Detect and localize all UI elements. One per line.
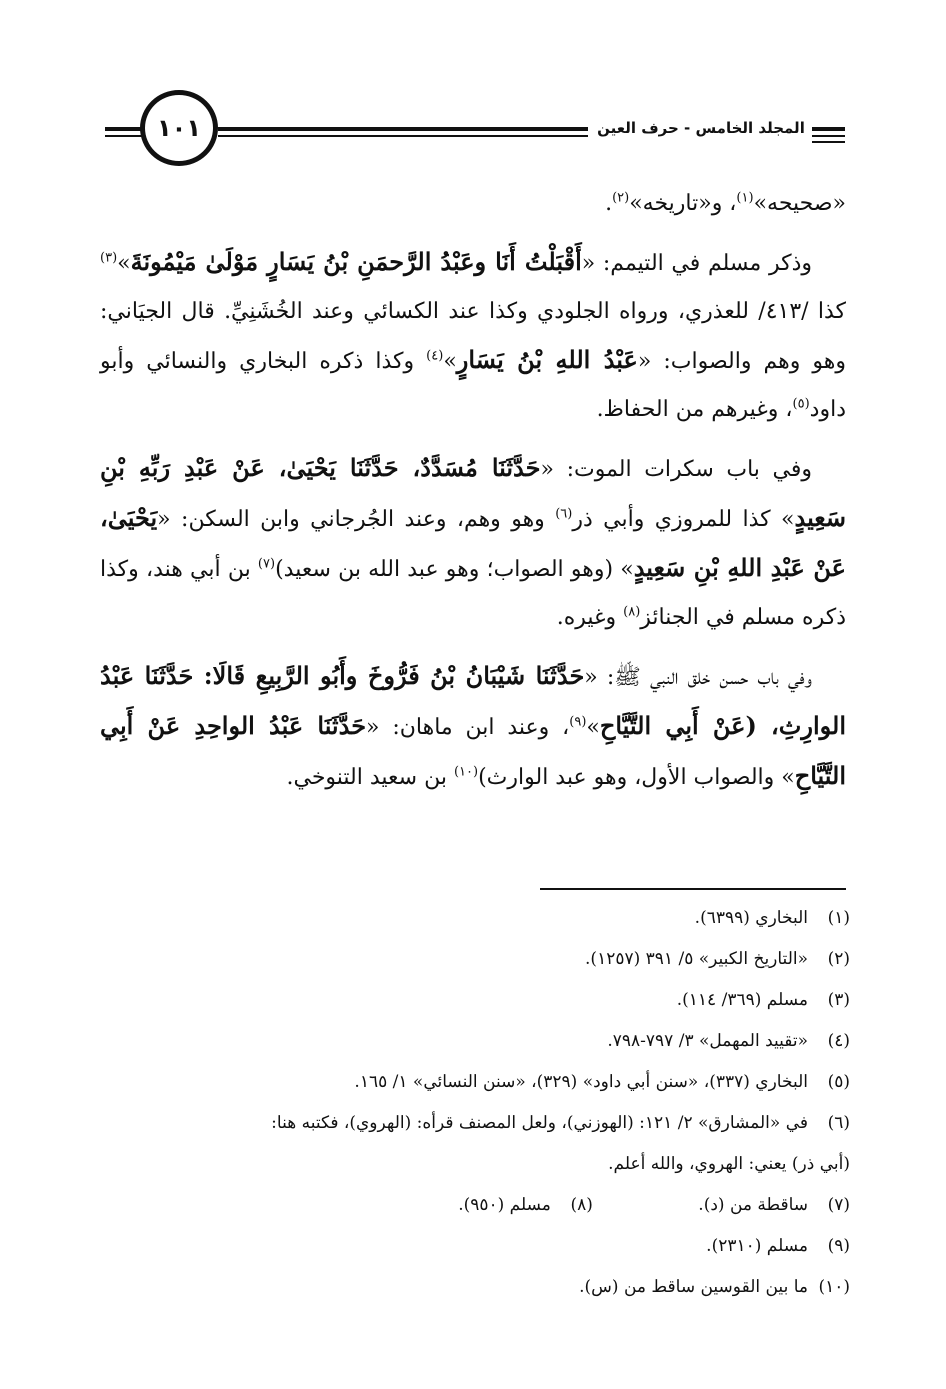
footnotes — [100, 898, 850, 1308]
footnote-ref[interactable]: (١٠) — [453, 764, 479, 780]
footnote-ref[interactable]: (١) — [736, 190, 754, 206]
footnote-number: (١٠) — [818, 1277, 850, 1297]
page-number-badge — [140, 90, 218, 166]
footnote-number: (٩) — [827, 1236, 850, 1256]
paragraph-text: كذا /٤١٣/ للعذري، ورواه الجلودي وكذا عند الكسائي وعند الخُشَنِيِّ. قال الجيَاني: وهو وهم والصواب: « — [100, 299, 847, 374]
footnote-ref[interactable]: (٦) — [555, 506, 573, 522]
footnote-text: ساقطة من (د). — [698, 1195, 808, 1215]
paragraph-text: بن أبي هند، وكذا ذكره مسلم في الجنائز — [100, 557, 846, 630]
footnote-6 — [100, 1103, 850, 1144]
paragraph-text: وغيره. — [556, 605, 624, 630]
paragraph-text: » — [586, 715, 600, 740]
footnote-ref[interactable]: (٧) — [257, 556, 276, 572]
footnote-7 — [698, 1195, 850, 1215]
footnote-text: البخاري (٣٣٧)، «سنن أبي داود» (٣٢٩)، «سنن النسائي» ١/ ١٦٥. — [354, 1072, 808, 1092]
header-rule-left — [105, 127, 143, 131]
footnote-number: (٦) — [827, 1113, 850, 1133]
footnote-ref[interactable]: (٥) — [792, 396, 810, 412]
footnote-text: مسلم (٩٥٠). — [458, 1195, 551, 1215]
footnote-4 — [100, 1021, 850, 1062]
paragraph-3 — [100, 444, 846, 642]
paragraph-text: ، وغيرهم من الحفاظ. — [596, 397, 793, 422]
hadith-quote: حَدَّثَنَا شَيْبَانُ بْنُ فَرُّوخَ وأَبُو الرَّبِيعِ قَالَا: حَدَّثَنَا عَبْدُ الوارِثِ، (عَنْ أَبِي التَّيَّاحِ — [100, 661, 846, 740]
paragraph-text: . — [605, 191, 613, 216]
paragraph-text: » والصواب الأول، وهو عبد الوارث) — [478, 765, 795, 790]
page-number: ١٠١ — [157, 114, 201, 142]
header-rule-left-thin — [105, 135, 143, 137]
footnote-separator — [540, 888, 846, 890]
footnote-text: ما بين القوسين ساقط من (س). — [579, 1277, 808, 1297]
footnote-ref[interactable]: (٣) — [100, 250, 118, 266]
footnote-number: (٨) — [570, 1195, 593, 1215]
footnote-text: البخاري (٦٣٩٩). — [694, 908, 808, 928]
footnote-3 — [100, 980, 850, 1021]
hadith-quote: حَدَّثَنَا عَبْدُ الواحِدِ عَنْ أَبِي التَّيَّاحِ — [100, 711, 846, 790]
paragraph-1 — [100, 180, 846, 228]
hadith-quote: يَحْيَىٰ، عَنْ عَبْدِ اللهِ بْنِ سَعِيدٍ — [100, 503, 846, 582]
paragraph-text: » (وهو الصواب؛ وهو عبد الله بن سعيد) — [275, 557, 634, 582]
footnote-number: (٣) — [827, 990, 850, 1010]
footnote-text: مسلم (٣٦٩/ ١١٤). — [676, 990, 808, 1010]
page-header — [0, 85, 946, 185]
footnote-number: (١) — [827, 908, 850, 928]
footnote-ref[interactable]: (٤) — [426, 348, 444, 364]
running-title: المجلد الخامس - حرف العين — [597, 119, 805, 137]
paragraph-text: » — [117, 251, 131, 276]
footnote-ref[interactable]: (٨) — [623, 604, 641, 620]
footnote-9 — [100, 1226, 850, 1267]
paragraph-text: وفي باب سكرات الموت: « — [540, 457, 813, 482]
paragraph-text: ، و«تاريخه» — [629, 191, 737, 216]
footnote-number: (٥) — [827, 1072, 850, 1092]
footnote-ref[interactable]: (٢) — [612, 190, 630, 206]
footnote-text: مسلم (٢٣١٠). — [706, 1236, 808, 1256]
header-rule-right-thin — [812, 135, 845, 137]
paragraph-text: ، وعند ابن ماهان: « — [366, 715, 570, 740]
paragraph-text: وفي باب حسن خلق النبي ﷺ: « — [584, 665, 813, 690]
footnote-6-continuation: (أبي ذر) يعني: الهروي، والله أعلم. — [608, 1154, 850, 1174]
footnote-5 — [100, 1062, 850, 1103]
footnote-number: (٤) — [827, 1031, 850, 1051]
paragraph-text: «صحيحه» — [753, 191, 846, 216]
footnote-number: (٧) — [827, 1195, 850, 1215]
footnote-2 — [100, 939, 850, 980]
paragraph-text: » — [443, 349, 457, 374]
hadith-quote: أَقْبَلْتُ أَنَا وعَبْدُ الرَّحمَنِ بْنُ يَسَارٍ مَوْلَىٰ مَيْمُونَةَ — [130, 247, 582, 276]
footnote-1 — [100, 898, 850, 939]
header-rule-right-thin-2 — [812, 141, 845, 143]
footnote-text: «تقييد المهمل» ٣/ ٧٩٧-٧٩٨. — [607, 1031, 808, 1051]
header-rule-middle — [218, 127, 588, 131]
hadith-quote: حَدَّثَنَا مُسَدَّدٌ، حَدَّثَنَا يَحْيَىٰ، عَنْ عَبْدِ رَبِّهِ بْنِ سَعِيدٍ — [100, 453, 846, 532]
footnote-8 — [458, 1185, 593, 1226]
paragraph-2 — [100, 238, 846, 434]
paragraph-text: وهو وهم، وعند الجُرجاني وابن السكن: « — [157, 507, 556, 532]
paragraph-4 — [100, 652, 846, 802]
body-text — [100, 180, 846, 812]
header-rule-right — [812, 127, 845, 131]
footnote-7-8-row — [100, 1185, 850, 1226]
footnote-10 — [100, 1267, 850, 1308]
paragraph-text: » كذا للمروزي وأبي ذر — [572, 507, 795, 532]
paragraph-text: وكذا ذكره البخاري والنسائي وأبو داود — [100, 349, 846, 422]
paragraph-text: بن سعيد التنوخي. — [286, 765, 454, 790]
hadith-quote: عَبْدُ اللهِ بْنُ يَسَارٍ — [456, 345, 638, 374]
footnote-text: «التاريخ الكبير» ٥/ ٣٩١ (١٢٥٧). — [585, 949, 808, 969]
header-rule-middle-thin — [218, 135, 588, 137]
footnote-ref[interactable]: (٩) — [569, 714, 587, 730]
footnote-text: في «المشارق» ٢/ ١٢١: (الهوزني)، ولعل المصنف قرأه: (الهروي)، فكتبه هنا: — [271, 1113, 808, 1133]
paragraph-text: وذكر مسلم في التيمم: « — [581, 251, 812, 276]
footnote-number: (٢) — [827, 949, 850, 969]
